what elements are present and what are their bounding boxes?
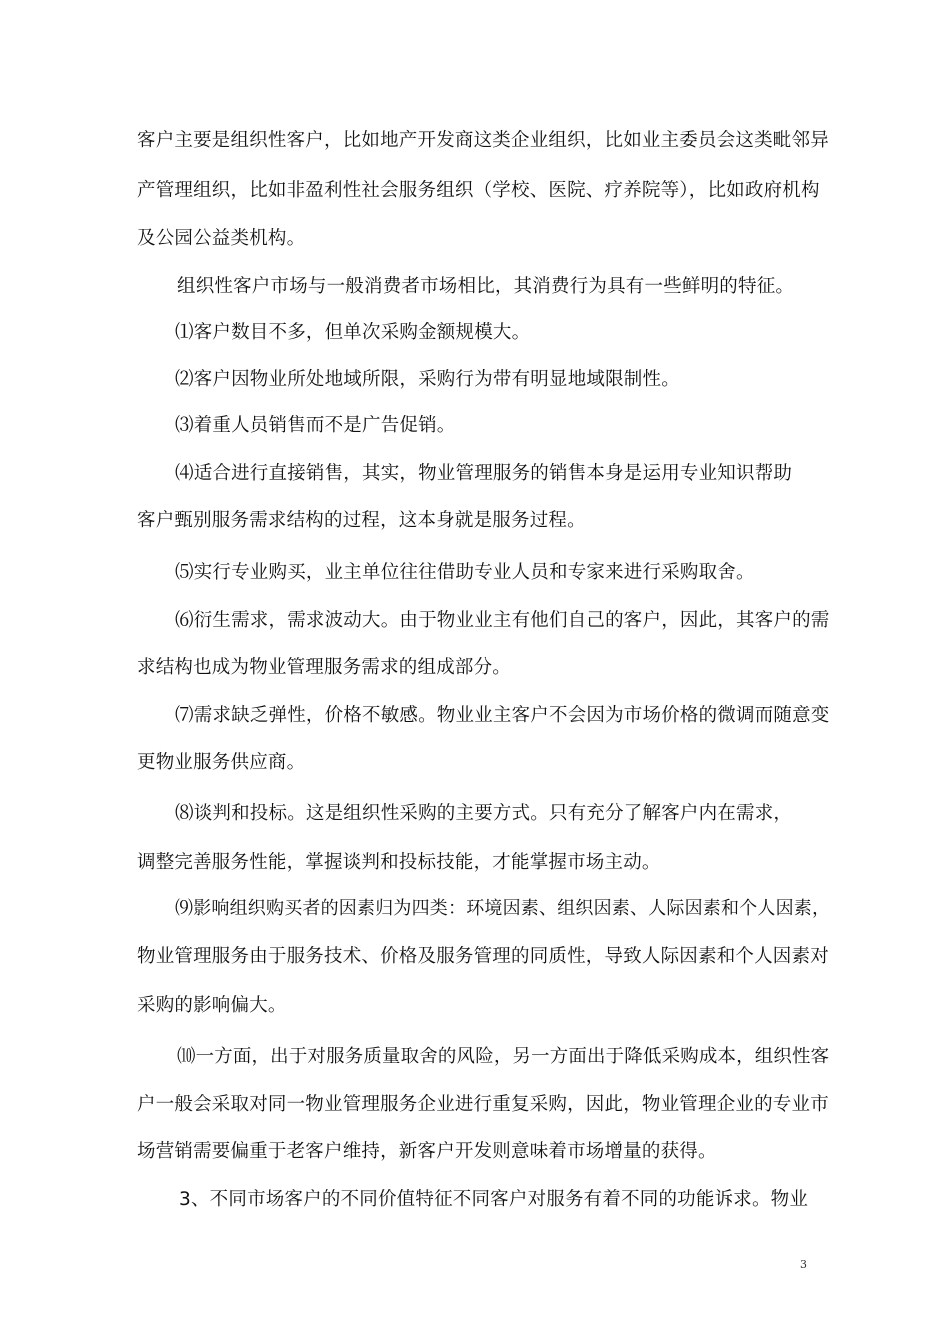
section-heading-3: 3、不同市场客户的不同价值特征不同客户对服务有着不同的功能诉求。物业: [179, 1189, 809, 1210]
list-item-2: ⑵客户因物业所处地域所限，采购行为带有明显地域限制性。: [175, 369, 680, 390]
text-line-4: 组织性客户市场与一般消费者市场相比，其消费行为具有一些鲜明的特征。: [177, 276, 795, 297]
list-item-7-continued: 更物业服务供应商。: [137, 752, 306, 773]
list-item-9-continued-2: 采购的影响偏大。: [137, 995, 287, 1016]
text-line-2: 产管理组织，比如非盈利性社会服务组织（学校、医院、疗养院等），比如政府机构: [137, 180, 820, 201]
list-item-5: ⑸实行专业购买，业主单位往往借助专业人员和专家来进行采购取舍。: [175, 562, 755, 583]
list-item-9: ⑼影响组织购买者的因素归为四类：环境因素、组织因素、人际因素和个人因素，: [175, 898, 831, 919]
list-item-10: ⑽一方面，出于对服务质量取舍的风险，另一方面出于降低采购成本，组织性客: [177, 1046, 830, 1067]
list-item-4-continued: 客户甄别服务需求结构的过程，这本身就是服务过程。: [137, 510, 586, 531]
list-item-3: ⑶着重人员销售而不是广告促销。: [175, 415, 456, 436]
page-number: 3: [800, 1258, 807, 1271]
list-item-8-continued: 调整完善服务性能，掌握谈判和投标技能，才能掌握市场主动。: [137, 852, 661, 873]
list-item-9-continued-1: 物业管理服务由于服务技术、价格及服务管理的同质性，导致人际因素和个人因素对: [137, 946, 829, 967]
list-item-8: ⑻谈判和投标。这是组织性采购的主要方式。只有充分了解客户内在需求，: [175, 803, 793, 824]
list-item-1: ⑴客户数目不多，但单次采购金额规模大。: [175, 322, 531, 343]
text-line-3: 及公园公益类机构。: [137, 228, 306, 249]
list-item-7: ⑺需求缺乏弹性，价格不敏感。物业业主客户不会因为市场价格的微调而随意变: [175, 705, 830, 726]
list-item-10-continued-2: 场营销需要偏重于老客户维持，新客户开发则意味着市场增量的获得。: [137, 1141, 717, 1162]
list-item-4: ⑷适合进行直接销售，其实，物业管理服务的销售本身是运用专业知识帮助: [175, 463, 793, 484]
list-item-10-continued-1: 户一般会采取对同一物业管理服务企业进行重复采购，因此，物业管理企业的专业市: [137, 1094, 829, 1115]
list-item-6: ⑹衍生需求，需求波动大。由于物业业主有他们自己的客户，因此，其客户的需: [175, 610, 830, 631]
text-line-1: 客户主要是组织性客户，比如地产开发商这类企业组织，比如业主委员会这类毗邻异: [137, 130, 829, 151]
list-item-6-continued: 求结构也成为物业管理服务需求的组成部分。: [137, 657, 512, 678]
